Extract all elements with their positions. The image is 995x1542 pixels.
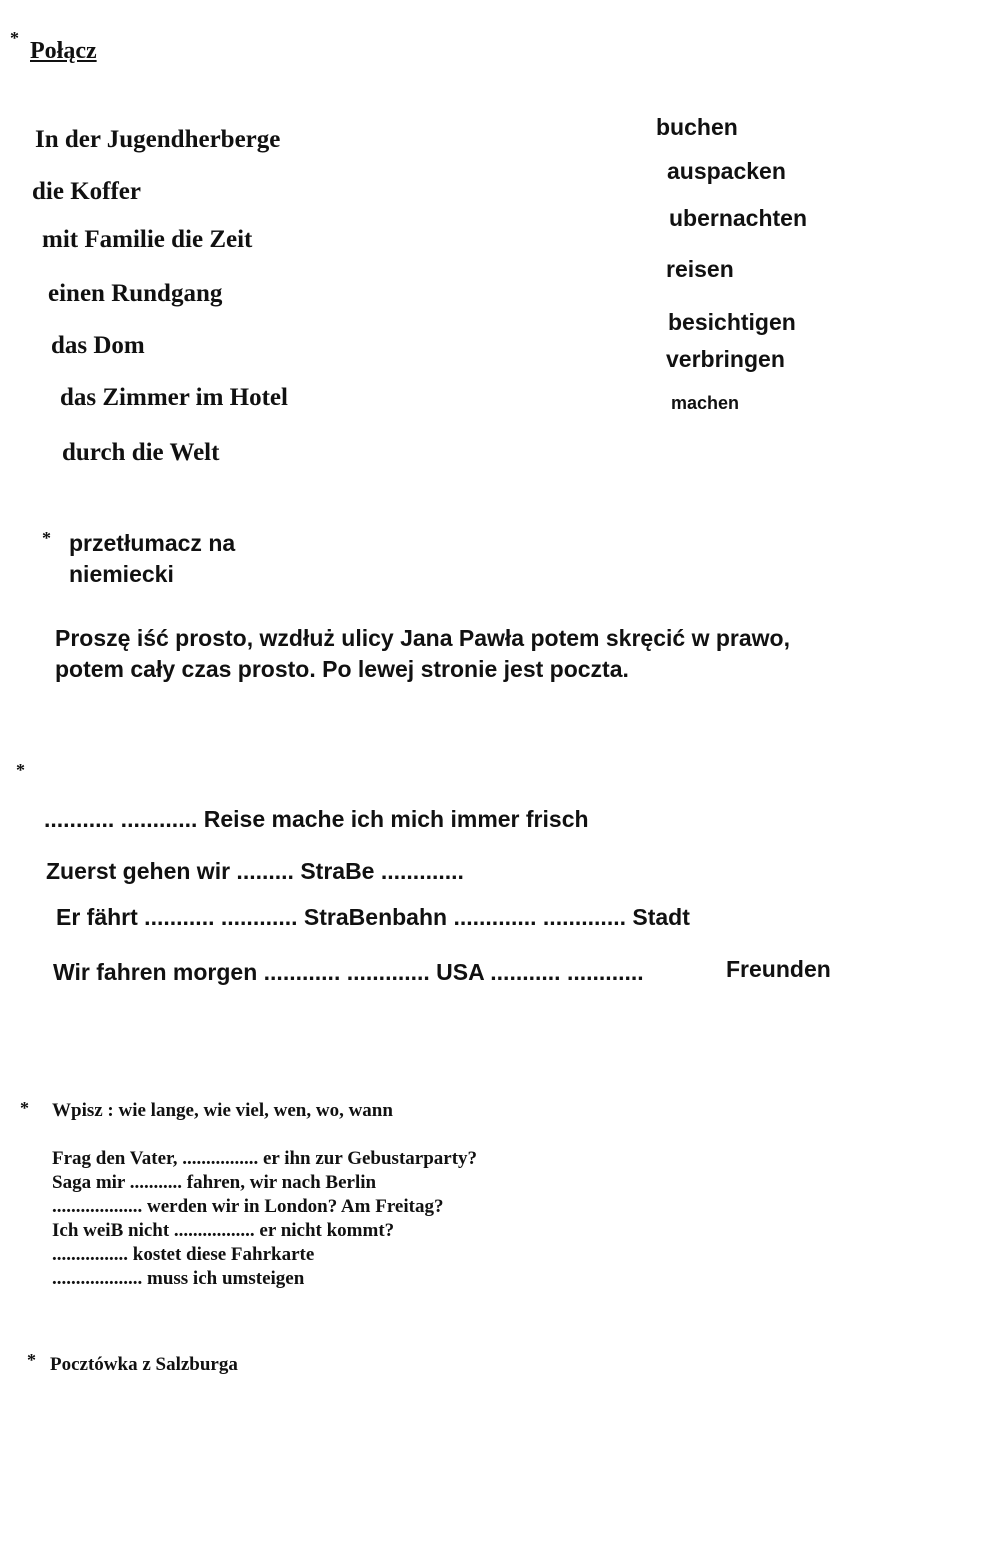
left-phrase: einen Rundgang [48,280,223,307]
fill-in-last-word: Freunden [726,956,831,982]
exercise-1-marker: * [10,28,19,48]
exercise-2-title-line1: przetłumacz na [69,530,236,556]
right-verb: buchen [656,114,738,140]
question-sentence: Ich weiB nicht ................. er nicht kommt? [52,1220,395,1241]
exercise-2-marker: * [42,528,51,548]
right-verb: machen [671,393,740,413]
exercise-5-marker: * [27,1350,36,1370]
exercise-4-marker: * [20,1098,29,1118]
left-phrase: durch die Welt [62,439,220,466]
left-phrase: die Koffer [32,178,141,205]
exercise-4-instruction: Wpisz : wie lange, wie viel, wen, wo, wann [52,1100,393,1121]
fill-in-sentence: ........... ............ Reise mache ich mich immer frisch [44,806,589,832]
question-sentence: Saga mir ........... fahren, wir nach Berlin [52,1172,377,1193]
fill-in-sentence: Zuerst gehen wir ......... StraBe ............. [46,858,464,884]
question-sentence: ................... werden wir in London? Am Freitag? [52,1196,444,1217]
exercise-2-text-line1: Proszę iść prosto, wzdłuż ulicy Jana Pawła potem skręcić w prawo, [55,625,790,651]
exercise-5-title: Pocztówka z Salzburga [50,1354,238,1375]
left-phrase: das Zimmer im Hotel [60,384,288,411]
exercise-3-marker: * [16,760,25,780]
right-verb: verbringen [666,346,785,372]
left-phrase: In der Jugendherberge [35,126,281,153]
right-verb: besichtigen [668,309,796,335]
left-phrase: mit Familie die Zeit [42,226,253,253]
right-verb: auspacken [667,158,786,184]
fill-in-sentence: Er fährt ........... ............ StraBenbahn ............. ............. Stadt [56,904,690,930]
right-verb: reisen [666,256,734,282]
question-sentence: ................ kostet diese Fahrkarte [52,1244,315,1265]
question-sentence: ................... muss ich umsteigen [52,1268,305,1289]
exercise-2-title-line2: niemiecki [69,561,174,587]
right-verb: ubernachten [669,205,808,231]
left-phrase: das Dom [51,332,145,359]
exercise-2-text-line2: potem cały czas prosto. Po lewej stronie jest poczta. [55,656,629,682]
fill-in-sentence: Wir fahren morgen ............ ............. USA ........... ............ [53,959,644,985]
question-sentence: Frag den Vater, ................ er ihn zur Gebustarparty? [52,1148,478,1169]
exercise-1-title: Połącz [30,38,97,64]
